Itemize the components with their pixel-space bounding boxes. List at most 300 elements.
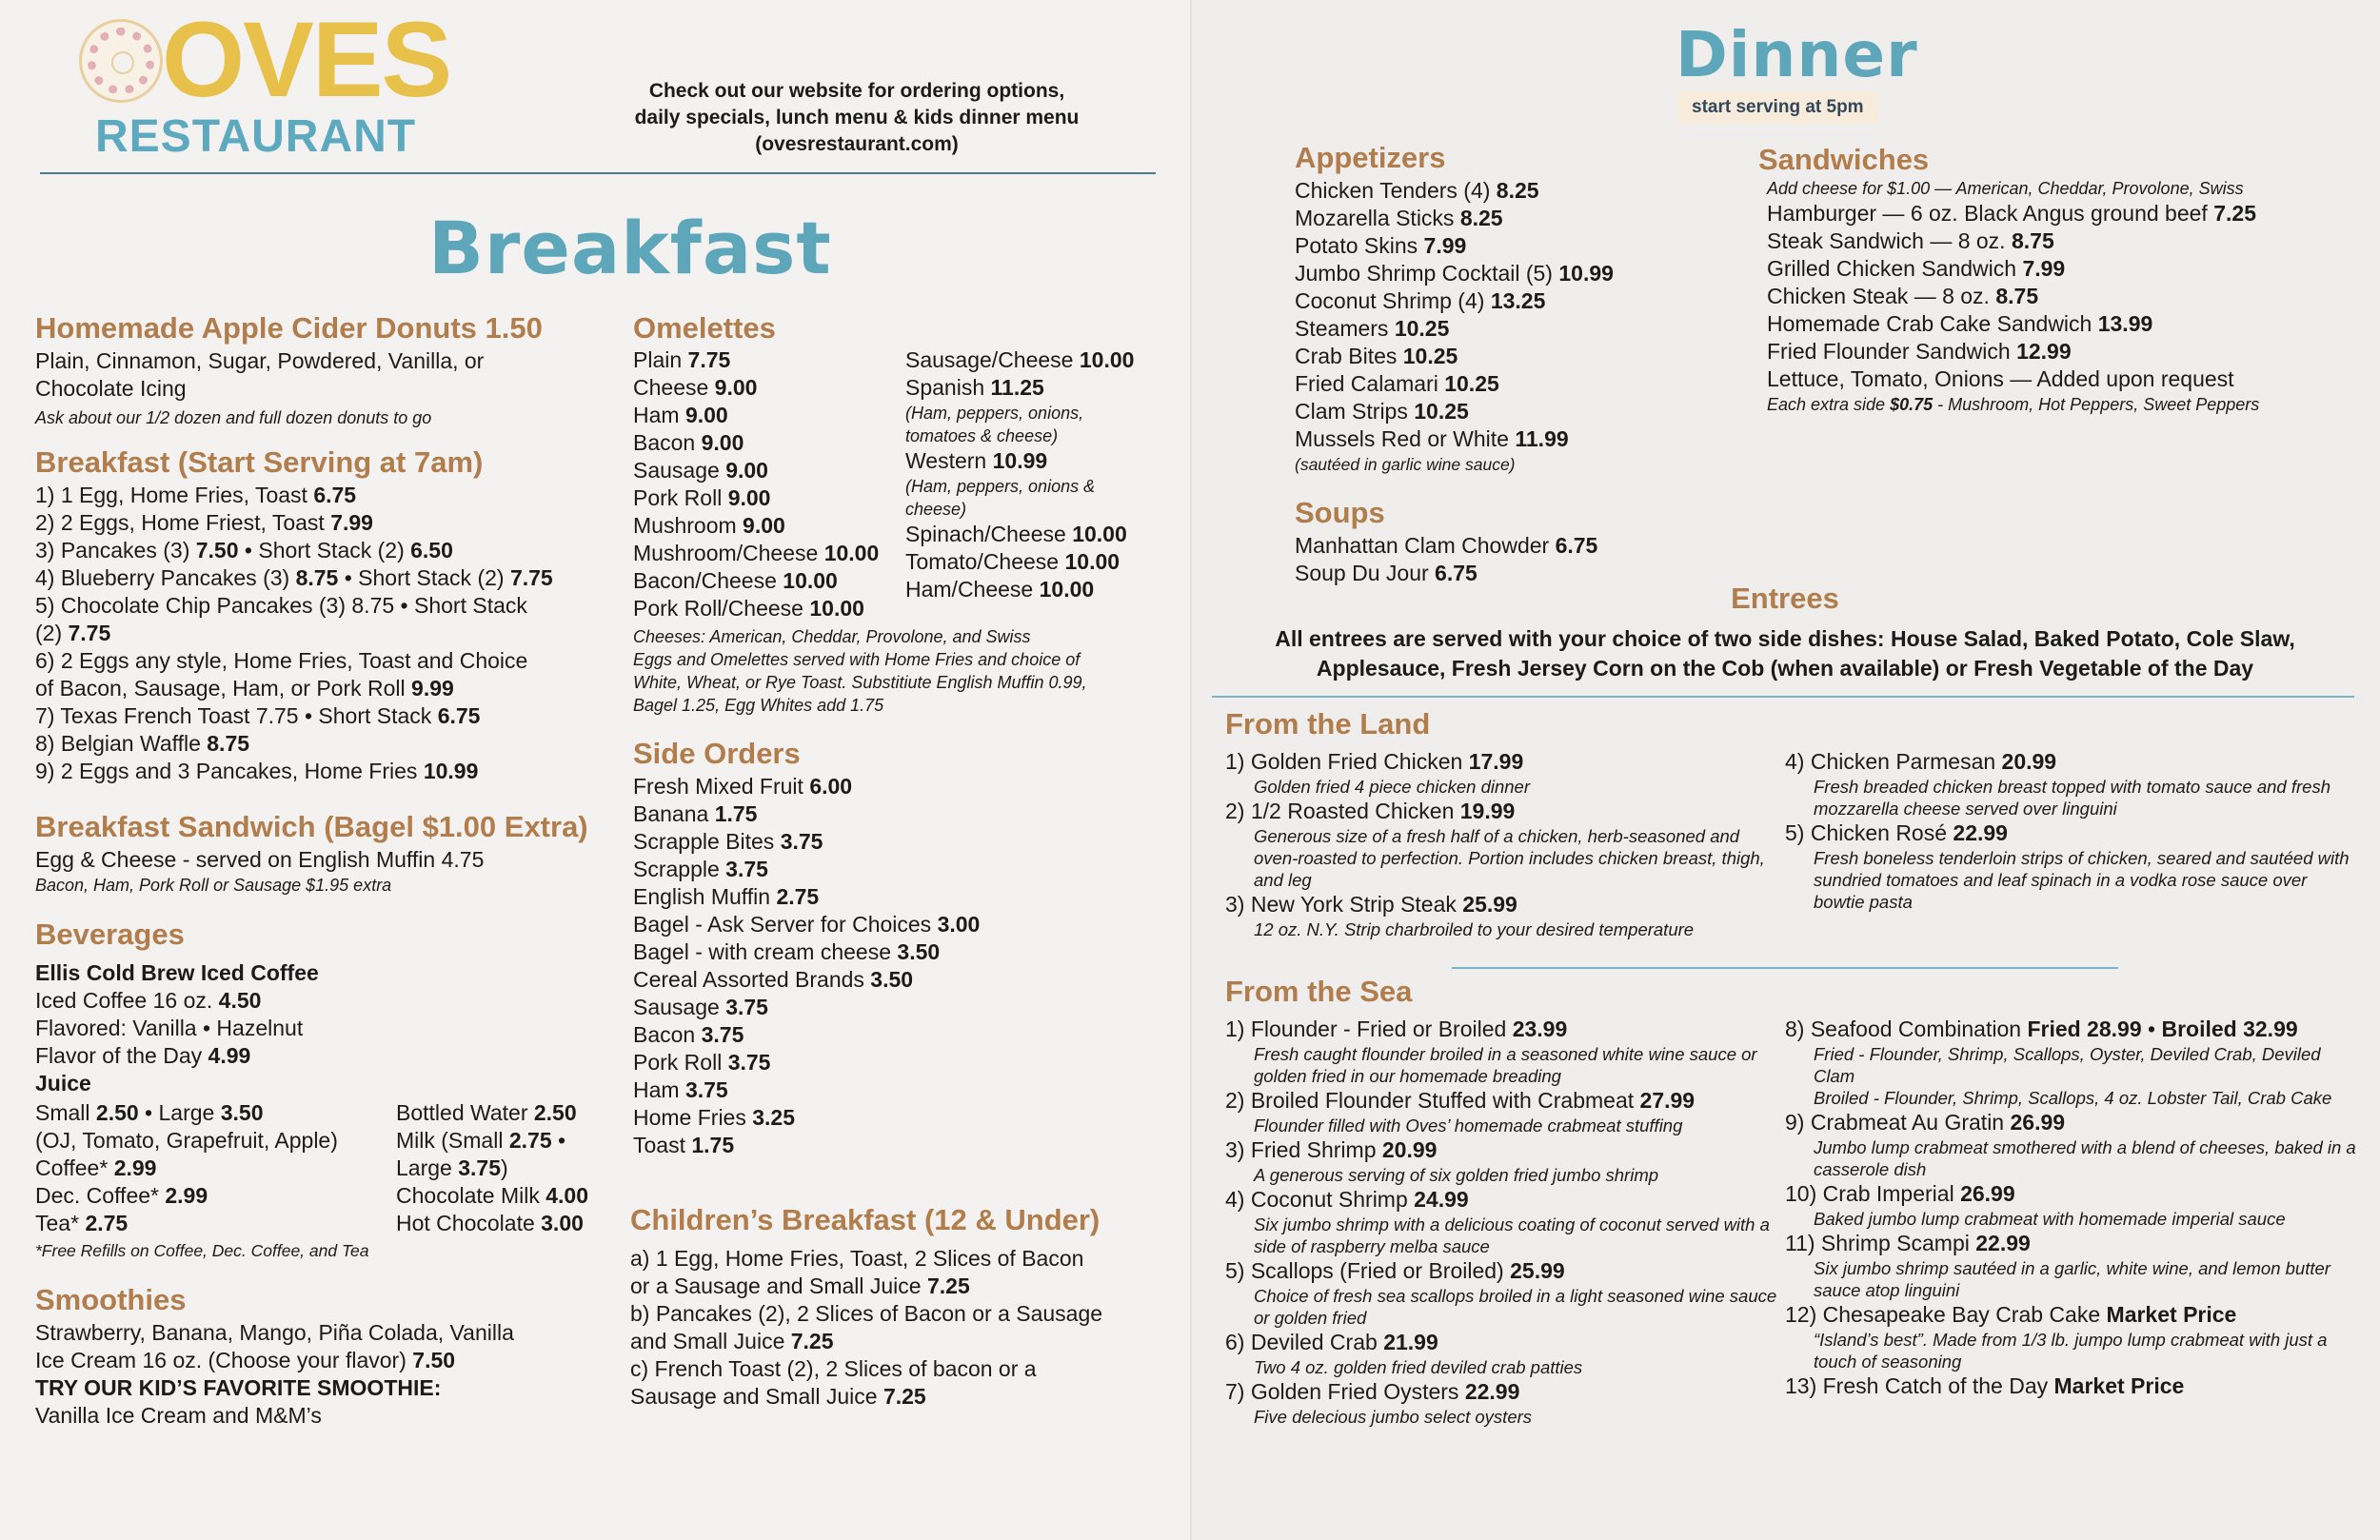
dinner-title: Dinner [1676,18,1918,91]
breakfast-sandwich-section [35,810,588,897]
menu-item-text: 4) Chicken Parmesan [1785,749,2002,774]
menu-item-price: 10.00 [823,541,880,565]
menu-item-price: 25.99 [1510,1258,1565,1283]
menu-item-text: Potato Skins [1295,233,1424,258]
menu-note: (Ham, peppers, onions & [905,477,1096,496]
section-heading: Breakfast Sandwich (Bagel $1.00 Extra) [35,810,588,843]
menu-note: (sautéed in garlic wine sauce) [1295,455,1516,474]
menu-item-price: Market Price [2053,1373,2185,1398]
menu-item-price: 2.99 [165,1183,208,1208]
menu-item-price: 7.50 [412,1348,456,1372]
menu-item [633,828,980,856]
menu-item-price: 26.99 [1960,1181,2015,1206]
menu-item-price: 3.50 [220,1100,264,1125]
menu-line: Vanilla Ice Cream and M&M’s [35,1403,322,1428]
menu-item [633,595,879,622]
menu-item-text: Steamers [1295,316,1395,341]
menu-description: Fresh boneless tenderloin strips of chicken, seared and sautéed with sundried tomatoes and leaf spinach in a vodka rose sauce over bowtie pasta [1814,848,2350,912]
menu-item-text: 5) Chicken Rosé [1785,820,1954,845]
land-right-column [1785,748,2356,913]
menu-item [35,1347,514,1374]
menu-item-text: Chocolate Milk [396,1183,546,1208]
menu-item [1785,1301,2356,1329]
menu-item-text: Bacon [633,430,702,455]
menu-item [905,447,1134,475]
menu-item [1295,177,1614,205]
menu-item-text: Mushroom/Cheese [633,541,824,565]
menu-item [630,1300,1102,1328]
menu-description: Generous size of a fresh half of a chicken, herb-seasoned and oven-roasted to perfection. Portion includes chicken breast, thigh, and leg [1254,826,1765,890]
logo-wordmark: OVES [162,0,451,119]
menu-item-price: Market Price [2106,1302,2237,1327]
menu-item-text: b) Pancakes (2), 2 Slices of Bacon or a Sausage [630,1301,1103,1326]
menu-item-text: Hot Chocolate [396,1211,542,1235]
menu-item [633,484,879,512]
menu-item-text: 3) Fried Shrimp [1225,1137,1382,1162]
menu-note: cheese) [905,500,967,519]
menu-item-text: 2) 1/2 Roasted Chicken [1225,799,1460,823]
beverages-section [35,918,319,1097]
menu-item [633,512,879,540]
menu-item-price: 8.75 [207,731,250,756]
menu-item-price: 7.50 [195,538,239,563]
menu-item [633,883,980,911]
menu-item [1785,748,2356,776]
menu-description: Fresh breaded chicken breast topped with tomato sauce and fresh mozzarella cheese served over linguini [1814,777,2330,819]
menu-item-text: Homemade Crab Cake Sandwich [1767,311,2098,336]
menu-item [1295,532,1597,560]
menu-item [396,1182,588,1210]
menu-item [633,429,879,457]
menu-note: Ask about our 1/2 dozen and full dozen donuts to go [35,408,432,427]
menu-item [396,1127,588,1155]
menu-item-price: 7.99 [2022,256,2066,281]
menu-item-price: 10.25 [1444,371,1499,396]
breakfast-title: Breakfast [428,206,832,290]
menu-item-text: 5) Scallops (Fried or Broiled) [1225,1258,1511,1283]
menu-item [905,548,1134,576]
menu-item-price: 23.99 [1512,1017,1568,1041]
menu-item [1295,370,1614,398]
menu-item [1225,1136,1777,1164]
menu-item-price: 1.75 [714,801,758,826]
menu-item-price: 3.75 [780,829,823,854]
entrees-heading: Entrees [1731,582,1839,615]
menu-item [1295,398,1614,425]
menu-item [1295,425,1614,453]
menu-item-text: • Large [138,1100,221,1125]
menu-item-price: 10.00 [1039,577,1095,602]
menu-item-text: Flavor of the Day [35,1043,208,1068]
menu-item-price: 3.50 [897,939,941,964]
menu-item-price: 11.99 [1515,426,1569,451]
menu-item [633,346,879,374]
menu-item-text: Bagel - with cream cheese [633,939,898,964]
menu-item-text: Lettuce, Tomato, Onions — Added upon request [1767,366,2234,391]
menu-item [35,620,553,647]
menu-item-text: 2) 2 Eggs, Home Friest, Toast [35,510,331,535]
menu-description: Flounder filled with Oves’ homemade crabmeat stuffing [1254,1116,1683,1135]
divider [40,172,1156,174]
section-heading: Beverages [35,918,185,951]
omelettes-notes [633,625,1087,717]
menu-item [35,1155,338,1182]
menu-item-text: 13) Fresh Catch of the Day [1785,1373,2054,1398]
menu-item [1295,260,1614,287]
menu-item [633,800,980,828]
menu-description: Fresh caught flounder broiled in a seasoned white wine sauce or golden fried in our homemade breading [1254,1044,1757,1086]
sandwiches-section [1758,143,2259,416]
menu-item [633,402,879,429]
menu-item-price: 3.00 [541,1211,584,1235]
menu-item [633,856,980,883]
menu-item-price: 25.99 [1462,892,1517,917]
menu-item-price: 17.99 [1468,749,1524,774]
breakfast-section [35,445,553,785]
menu-item [1785,1109,2356,1136]
menu-item-text: Dec. Coffee* [35,1183,166,1208]
menu-item [35,1127,338,1155]
menu-item-price: 3.75 [458,1155,501,1180]
menu-item-text: English Muffin [633,884,777,909]
menu-note: Each extra side $0.75 - Mushroom, Hot Peppers, Sweet Peppers [1767,395,2260,414]
menu-item [35,1182,338,1210]
menu-item-price: 3.75 [725,857,768,881]
menu-item-text: Spinach/Cheese [905,522,1073,546]
menu-item-text: • [551,1128,566,1153]
menu-item [633,1049,980,1076]
menu-item-price: 7.99 [1423,233,1467,258]
menu-item-price: 10.00 [783,568,838,593]
menu-item-text: Iced Coffee 16 oz. [35,988,219,1013]
menu-item [1295,205,1614,232]
menu-item-text: c) French Toast (2), 2 Slices of bacon or a [630,1356,1037,1381]
menu-item [1225,798,1777,825]
menu-note: *Free Refills on Coffee, Dec. Coffee, and Tea [35,1241,369,1260]
menu-description: Choice of fresh sea scallops broiled in a light seasoned wine sauce or golden fried [1254,1286,1777,1328]
menu-item [633,1104,980,1132]
menu-item-text: Steak Sandwich — 8 oz. [1767,228,2012,253]
menu-item-price: 7.75 [68,621,111,645]
menu-item-text: Strawberry, Banana, Mango, Piña Colada, Vanilla [35,1320,514,1345]
menu-item [633,1132,980,1159]
menu-note: Add cheese for $1.00 — American, Cheddar, Provolone, Swiss [1767,179,2244,198]
menu-item-price: 13.25 [1490,288,1546,313]
donut-logo-icon [79,19,163,103]
menu-item [35,758,553,785]
menu-item-price: 10.00 [1079,347,1135,372]
menu-item-text: 3) New York Strip Steak [1225,892,1463,917]
land-left-column [1225,748,1777,940]
menu-item [35,1099,338,1127]
menu-item-price: 22.99 [1953,820,2008,845]
menu-item [35,509,553,537]
section-heading: Appetizers [1295,141,1446,174]
menu-item-text: ) [500,1155,508,1180]
menu-item-price: 9.00 [743,513,785,538]
menu-item [396,1155,588,1182]
menu-item [35,1319,514,1347]
menu-item-text: 1) Golden Fried Chicken [1225,749,1469,774]
menu-item-text: Manhattan Clam Chowder [1295,533,1556,558]
menu-item [633,911,980,938]
menu-item-price: 4.00 [545,1183,588,1208]
menu-item-text: Toast [633,1133,692,1157]
section-heading: Breakfast (Start Serving at 7am) [35,445,484,479]
menu-subheading: Juice [35,1071,91,1096]
menu-item-text: 1) Flounder - Fried or Broiled [1225,1017,1513,1041]
menu-item-text: Sausage [633,995,726,1019]
menu-item [35,537,553,564]
menu-item [630,1355,1102,1383]
menu-item-price: 4.99 [208,1043,251,1068]
menu-item-price: 3.50 [870,967,914,992]
menu-item-price: 7.75 [687,347,731,372]
menu-note: (Ham, peppers, onions, [905,404,1084,423]
menu-description: Six jumbo shrimp sautéed in a garlic, white wine, and lemon butter sauce atop linguini [1814,1258,2330,1300]
website-note-line: Check out our website for ordering options, [648,80,1065,102]
menu-item-price: 20.99 [1381,1137,1438,1162]
menu-description: Baked jumbo lump crabmeat with homemade imperial sauce [1814,1209,2286,1229]
section-heading: Side Orders [633,737,801,770]
menu-item [35,702,553,730]
menu-item-price: 8.25 [1459,206,1503,230]
menu-item-price: 9.00 [727,485,771,510]
donuts-section [35,311,543,429]
menu-item-text: Ham [633,403,685,427]
childrens-breakfast-section [630,1203,1102,1411]
menu-description: Golden fried 4 piece chicken dinner [1254,777,1531,797]
menu-item-text: Cereal Assorted Brands [633,967,871,992]
menu-item-text: Home Fries [633,1105,753,1130]
menu-item [905,374,1134,402]
menu-item-price: 10.00 [809,596,864,621]
menu-item [633,1076,980,1104]
menu-item-price: 20.99 [2001,749,2057,774]
menu-item [1225,891,1777,918]
menu-item [1785,1372,2356,1400]
side-orders-section [633,737,980,1159]
menu-item-text: Chicken Tenders (4) [1295,178,1497,203]
divider [1212,696,2354,698]
menu-item-text: • Short Stack (2) [238,538,411,563]
menu-subheading: TRY OUR KID’S FAVORITE SMOOTHIE: [35,1375,442,1400]
menu-item-text: 1) 1 Egg, Home Fries, Toast [35,483,314,507]
menu-item [1785,1230,2356,1257]
omelettes-column [633,346,879,622]
menu-item-price: 7.25 [926,1273,970,1298]
menu-item-price: 3.25 [752,1105,796,1130]
menu-item-text: 4) Blueberry Pancakes (3) [35,565,296,590]
menu-item [35,730,553,758]
section-heading: Sandwiches [1758,143,1930,176]
menu-item [633,773,980,800]
menu-item-text: of Bacon, Sausage, Ham, or Pork Roll [35,676,412,701]
menu-item [35,1210,338,1237]
menu-item [1295,232,1614,260]
section-heading: From the Sea [1225,975,1413,1008]
menu-item-text: Jumbo Shrimp Cocktail (5) [1295,261,1559,286]
menu-item [1295,287,1614,315]
menu-item [1767,338,2259,365]
menu-item-text: Soup Du Jour [1295,561,1436,585]
menu-item [1225,748,1777,776]
menu-item-price: 2.50 [533,1100,577,1125]
menu-item-text: 9) Crabmeat Au Gratin [1785,1110,2011,1135]
menu-item-text: Mussels Red or White [1295,426,1516,451]
website-note-line: (ovesrestaurant.com) [755,133,959,155]
sea-left-column [1225,1016,1777,1428]
menu-description: Two 4 oz. golden fried deviled crab patties [1254,1357,1583,1377]
menu-item [1225,1016,1777,1043]
menu-item-text: (OJ, Tomato, Grapefruit, Apple) [35,1128,338,1153]
menu-item-price: 22.99 [1464,1379,1520,1404]
menu-item-text: Small [35,1100,96,1125]
menu-item-text: Scrapple [633,857,726,881]
menu-item-price: 10.25 [1414,399,1469,424]
menu-item [630,1383,1102,1411]
menu-item-text: Ham/Cheese [905,577,1040,602]
menu-item [630,1245,1102,1273]
menu-note: Bagel 1.25, Egg Whites add 1.75 [633,696,884,715]
menu-item-text: Hamburger — 6 oz. Black Angus ground beef [1767,201,2214,226]
menu-item-price: 2.75 [776,884,820,909]
menu-item-text: Scrapple Bites [633,829,781,854]
menu-item-text: Cheese [633,375,715,400]
beverages-right-column [396,1099,588,1237]
menu-item-price: 2.75 [508,1128,552,1153]
menu-item [1295,343,1614,370]
menu-item-text: Tomato/Cheese [905,549,1065,574]
menu-item-text: 10) Crab Imperial [1785,1181,1961,1206]
menu-item-text: or a Sausage and Small Juice [630,1273,927,1298]
menu-item-price: 9.99 [411,676,454,701]
menu-item [633,374,879,402]
menu-item-price: 3.75 [725,995,768,1019]
menu-item-text: Mushroom [633,513,744,538]
menu-item-price: 2.75 [85,1211,129,1235]
menu-item [633,457,879,484]
menu-item [633,540,879,567]
menu-item [633,966,980,994]
menu-item-price: 10.25 [1402,344,1458,368]
menu-item-price: 6.50 [410,538,453,563]
menu-item-text: Fried Flounder Sandwich [1767,339,2017,364]
menu-item-price: 21.99 [1383,1330,1438,1354]
menu-item-text: 12) Chesapeake Bay Crab Cake [1785,1302,2107,1327]
menu-item-price: 12.99 [2016,339,2072,364]
menu-item-text: Ice Cream 16 oz. (Choose your flavor) [35,1348,413,1372]
menu-item-text: Sausage [633,458,726,483]
menu-item-price: 22.99 [1975,1231,2031,1255]
menu-item [1785,819,2356,847]
menu-note: White, Wheat, or Rye Toast. Substitiute English Muffin 0.99, [633,673,1087,692]
section-heading: Omelettes [633,311,776,345]
menu-item-text: (2) [35,621,69,645]
menu-item-price: 7.25 [883,1384,926,1409]
menu-item-text: • Short Stack (2) [338,565,510,590]
menu-item-text: Coffee* [35,1155,114,1180]
menu-item-price: 1.75 [691,1133,735,1157]
beverages-left-column [35,1099,338,1237]
menu-item-price: 3.75 [727,1050,771,1075]
menu-item-price: 9.00 [684,403,728,427]
menu-item-price: 7.99 [330,510,373,535]
entrees-note: All entrees are served with your choice of two side dishes: House Salad, Baked Potato, Cole Slaw, Applesauce, Fresh Jersey Corn on the Cob (when available) or Fresh Vegetable of the Day [1275,626,2295,681]
menu-item-price: 3.75 [684,1077,728,1102]
menu-item-text: Fresh Mixed Fruit [633,774,810,799]
section-heading: Smoothies [35,1283,187,1316]
menu-item [1225,1329,1777,1356]
menu-item-text: 8) Belgian Waffle [35,731,208,756]
menu-item-text: Pork Roll [633,485,728,510]
dinner-hours-badge: start serving at 5pm [1677,91,1878,124]
menu-item-price: 7.25 [790,1329,834,1353]
menu-item-text: Mozarella Sticks [1295,206,1460,230]
menu-item: 8) Seafood Combination Fried 28.99 • Broiled 32.99 [1785,1017,2298,1041]
menu-item [905,521,1134,548]
menu-item-text: Pork Roll [633,1050,728,1075]
menu-item-text: Bagel - Ask Server for Choices [633,912,938,937]
menu-item [905,576,1134,603]
menu-item-price: 8.75 [2011,228,2054,253]
menu-item-price: 10.25 [1394,316,1450,341]
menu-description: Six jumbo shrimp with a delicious coating of coconut served with a side of raspberry melba sauce [1254,1214,1770,1256]
menu-item-price: 6.75 [313,483,357,507]
menu-item-price: 8.75 [295,565,339,590]
menu-description: Jumbo lump crabmeat smothered with a blend of cheeses, baked in a casserole dish [1814,1137,2356,1179]
menu-line: Chocolate Icing [35,376,187,401]
menu-item-text: Flavored: Vanilla • Hazelnut [35,1016,304,1040]
menu-item-price: 10.99 [992,448,1048,473]
menu-item [1225,1257,1777,1285]
menu-item-text: Grilled Chicken Sandwich [1767,256,2023,281]
menu-item-text: Plain [633,347,688,372]
menu-item-price: 8.25 [1496,178,1539,203]
menu-item-price: 24.99 [1414,1187,1469,1212]
menu-item-price: 10.99 [423,759,479,783]
menu-item [630,1273,1102,1300]
menu-item [35,592,553,620]
menu-item [633,1021,980,1049]
menu-item [630,1328,1102,1355]
menu-item-text: Tea* [35,1211,86,1235]
menu-item-price: 26.99 [2010,1110,2066,1135]
menu-item-text: 6) 2 Eggs any style, Home Fries, Toast and Choice [35,648,528,673]
menu-item [1767,310,2259,338]
menu-item [35,482,553,509]
menu-item [905,346,1134,374]
website-note-line: daily specials, lunch menu & kids dinner menu [634,107,1080,128]
menu-item-text: 5) Chocolate Chip Pancakes (3) 8.75 • Short Stack [35,593,527,618]
section-heading: Soups [1295,496,1385,529]
section-heading: Homemade Apple Cider Donuts 1.50 [35,311,543,345]
menu-item-price: 11.25 [990,375,1044,400]
menu-description: A generous serving of six golden fried jumbo shrimp [1254,1165,1659,1185]
menu-item-text: a) 1 Egg, Home Fries, Toast, 2 Slices of Bacon [630,1246,1084,1271]
menu-item [633,994,980,1021]
menu-note: Eggs and Omelettes served with Home Fries and choice of [633,650,1081,669]
menu-item [35,987,319,1015]
menu-item [35,1042,319,1070]
logo-subtitle: RESTAURANT [95,111,417,162]
menu-subheading: Ellis Cold Brew Iced Coffee [35,960,319,985]
menu-item-text: 9) 2 Eggs and 3 Pancakes, Home Fries [35,759,424,783]
menu-item [1785,1180,2356,1208]
omelettes-column [905,346,1134,603]
menu-item-price: 2.50 [95,1100,139,1125]
menu-item [633,567,879,595]
